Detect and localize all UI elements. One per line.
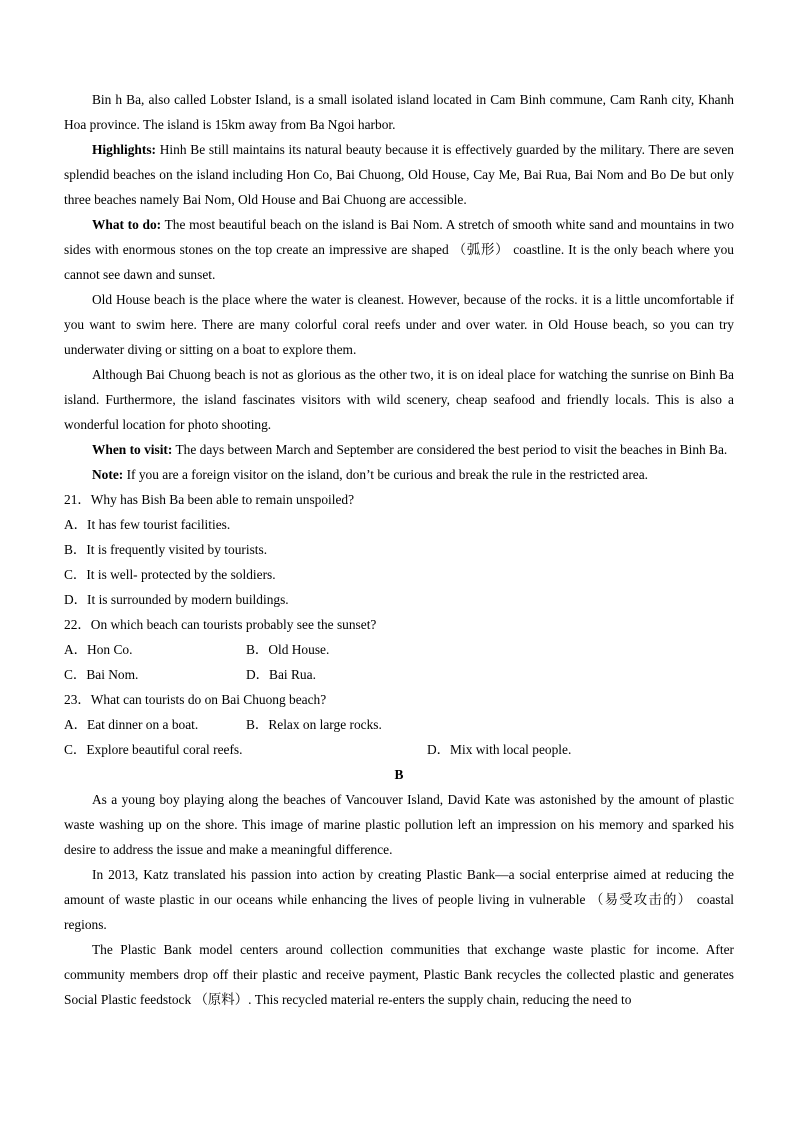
passage-a-paragraph-highlights: [64, 137, 734, 212]
question-23-options-row-2: [64, 737, 734, 762]
note-label: Note:: [92, 467, 124, 482]
passage-b-paragraph-1: As a young boy playing along the beaches of Vancouver Island, David Kate was astonished by the amount of plastic waste washing up on the shore. This image of marine plastic pollution left an impression on his memory and sparked his desire to address the issue and make a meaningful difference.: [64, 792, 734, 857]
highlights-label: Highlights:: [92, 142, 156, 157]
when-to-visit-text: The days between March and September are considered the best period to visit the beaches in Binh Ba.: [172, 442, 728, 457]
question-22-option-a[interactable]: A．Hon Co.: [64, 642, 133, 657]
question-23-option-c[interactable]: C．Explore beautiful coral reefs.: [64, 742, 243, 757]
note-text: If you are a foreign visitor on the island, don’t be curious and break the rule in the restricted area.: [123, 467, 649, 482]
question-21-option-a[interactable]: A．It has few tourist facilities.: [64, 517, 231, 532]
question-23-option-a[interactable]: A．Eat dinner on a boat.: [64, 717, 199, 732]
passage-b-heading: B: [394, 767, 404, 782]
question-21-option-b[interactable]: B．It is frequently visited by tourists.: [64, 542, 268, 557]
question-21-option-d[interactable]: D．It is surrounded by modern buildings.: [64, 592, 289, 607]
what-to-do-text: The most beautiful beach on the island is Bai Nom. A stretch of smooth white sand and mountains in two sides with enormous stones on the top create an impressive are shaped （弧形） coastline. It is the only beach where you cannot see dawn and sunset.: [64, 217, 735, 282]
what-to-do-label: What to do:: [92, 217, 162, 232]
question-22-option-c[interactable]: C．Bai Nom.: [64, 667, 139, 682]
question-23-stem: 23．What can tourists do on Bai Chuong beach?: [64, 692, 327, 707]
passage-b-paragraph-3: The Plastic Bank model centers around collection communities that exchange waste plastic for income. After community members drop off their plastic and receive payment, Plastic Bank recycles the collected plastic and generates Social Plastic feedstock （原料）. This recycled material re-enters the supply chain, reducing the need to: [64, 942, 734, 1007]
question-22-option-b[interactable]: B．Old House.: [246, 642, 330, 657]
passage-a-paragraph-note: [64, 462, 734, 487]
document-page: [64, 87, 734, 1012]
question-23-option-b[interactable]: B．Relax on large rocks.: [246, 717, 382, 732]
passage-a-paragraph-what-to-do: [64, 212, 734, 287]
question-21-option-c[interactable]: C．It is well- protected by the soldiers.: [64, 567, 276, 582]
passage-a-paragraph-1: Bin h Ba, also called Lobster Island, is a small isolated island located in Cam Binh commune, Cam Ranh city, Khanh Hoa province. The island is 15km away from Ba Ngoi harbor.: [64, 92, 734, 132]
passage-a-paragraph-bai-chuong: Although Bai Chuong beach is not as glorious as the other two, it is on ideal place for watching the sunrise on Binh Ba island. Furthermore, the island fascinates visitors with wild scenery, cheap seafood and friendly locals. This is also a wonderful location for photo shooting.: [64, 367, 734, 432]
question-22-options-row-2: [64, 662, 734, 687]
question-23-option-d[interactable]: D．Mix with local people.: [427, 742, 572, 757]
question-23-options-row-1: [64, 712, 734, 737]
passage-a-paragraph-old-house: Old House beach is the place where the water is cleanest. However, because of the rocks. it is a little uncomfortable if you want to swim here. There are many colorful coral reefs under and over water. in Old House beach, so you can try underwater diving or sitting on a boat to explore them.: [64, 292, 734, 357]
question-21-stem: 21．Why has Bish Ba been able to remain unspoiled?: [64, 492, 355, 507]
question-22-option-d[interactable]: D．Bai Rua.: [246, 667, 316, 682]
passage-b-paragraph-2: In 2013, Katz translated his passion into action by creating Plastic Bank—a social enterprise aimed at reducing the amount of waste plastic in our oceans while enhancing the lives of people living in vulnerable （易受攻击的） coastal regions.: [64, 867, 734, 932]
question-22-options-row-1: [64, 637, 734, 662]
passage-a-paragraph-when-to-visit: [64, 437, 734, 462]
question-22-stem: 22．On which beach can tourists probably see the sunset?: [64, 617, 377, 632]
highlights-text: Hinh Be still maintains its natural beauty because it is effectively guarded by the military. There are seven splendid beaches on the island including Hon Co, Bai Chuong, Old House, Cay Me, Bai Rua, Bai Nom and Bo De but only three beaches namely Bai Nom, Old House and Bai Chuong are accessible.: [64, 142, 734, 207]
when-to-visit-label: When to visit:: [92, 442, 173, 457]
